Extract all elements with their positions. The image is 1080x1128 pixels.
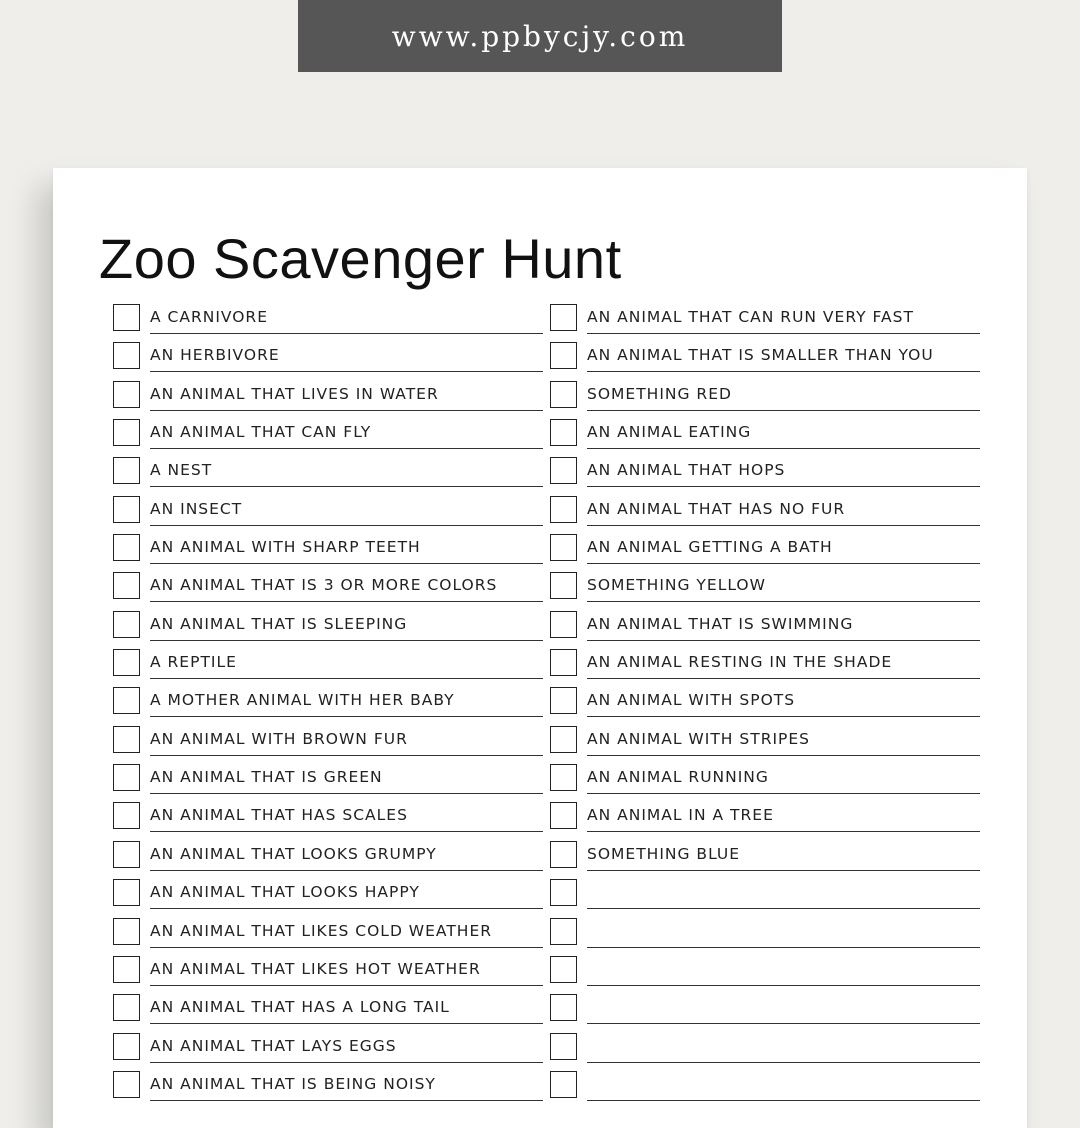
checkbox[interactable] bbox=[113, 726, 140, 753]
write-in-line bbox=[150, 716, 543, 717]
checklist-item-label: A REPTILE bbox=[150, 653, 237, 672]
write-in-line bbox=[150, 640, 543, 641]
checklist-item-label: AN ANIMAL THAT IS BEING NOISY bbox=[150, 1074, 436, 1093]
checklist-item bbox=[550, 340, 980, 378]
write-in-line bbox=[587, 563, 980, 564]
checkbox[interactable] bbox=[113, 802, 140, 829]
write-in-line bbox=[150, 486, 543, 487]
checklist-item bbox=[550, 954, 980, 992]
checklist-item bbox=[113, 954, 543, 992]
checklist-item bbox=[113, 609, 543, 647]
checklist-item bbox=[550, 570, 980, 608]
checklist-item bbox=[550, 685, 980, 723]
checklist-item-label: AN ANIMAL THAT LIKES HOT WEATHER bbox=[150, 959, 481, 978]
write-in-line bbox=[587, 448, 980, 449]
checkbox[interactable] bbox=[113, 419, 140, 446]
checklist-item-label: AN ANIMAL THAT IS SLEEPING bbox=[150, 614, 408, 633]
checklist-item-label: AN ANIMAL THAT LIVES IN WATER bbox=[150, 384, 439, 403]
write-in-line bbox=[150, 371, 543, 372]
write-in-line bbox=[587, 333, 980, 334]
checklist-item-label: AN ANIMAL RESTING IN THE SHADE bbox=[587, 653, 893, 672]
write-in-line bbox=[150, 333, 543, 334]
checklist-item bbox=[550, 417, 980, 455]
checklist-item bbox=[550, 379, 980, 417]
checklist-item bbox=[550, 877, 980, 915]
checklist-item bbox=[113, 839, 543, 877]
checklist-item bbox=[113, 1031, 543, 1069]
write-in-line bbox=[150, 410, 543, 411]
checklist-item-label: AN ANIMAL THAT IS SMALLER THAN YOU bbox=[587, 346, 934, 365]
checkbox[interactable] bbox=[550, 994, 577, 1021]
website-url: www.ppbycjy.com bbox=[391, 19, 689, 53]
write-in-line bbox=[587, 985, 980, 986]
checklist-item-label: AN ANIMAL THAT HOPS bbox=[587, 461, 786, 480]
checkbox[interactable] bbox=[550, 956, 577, 983]
checkbox[interactable] bbox=[550, 726, 577, 753]
checklist-item-label: AN ANIMAL THAT CAN RUN VERY FAST bbox=[587, 308, 914, 326]
checkbox[interactable] bbox=[113, 1033, 140, 1060]
checklist-item-label: AN ANIMAL THAT LIKES COLD WEATHER bbox=[150, 921, 493, 940]
write-in-line bbox=[587, 831, 980, 832]
write-in-line bbox=[150, 831, 543, 832]
checkbox[interactable] bbox=[550, 534, 577, 561]
write-in-line bbox=[150, 678, 543, 679]
checkbox[interactable] bbox=[113, 496, 140, 523]
checkbox[interactable] bbox=[113, 304, 140, 331]
checklist-item bbox=[550, 1031, 980, 1069]
checkbox[interactable] bbox=[550, 572, 577, 599]
checkbox[interactable] bbox=[550, 457, 577, 484]
checklist-item bbox=[550, 762, 980, 800]
checkbox[interactable] bbox=[550, 841, 577, 868]
write-in-line bbox=[587, 1100, 980, 1101]
checkbox[interactable] bbox=[113, 611, 140, 638]
checklist-item-label: AN ANIMAL THAT LAYS EGGS bbox=[150, 1036, 397, 1055]
checkbox[interactable] bbox=[550, 1071, 577, 1098]
checklist-item-label: AN ANIMAL RUNNING bbox=[587, 768, 769, 787]
write-in-line bbox=[150, 563, 543, 564]
checklist-item-label: AN ANIMAL THAT IS GREEN bbox=[150, 768, 383, 787]
write-in-line bbox=[587, 716, 980, 717]
write-in-line bbox=[150, 870, 543, 871]
checklist-item-label: SOMETHING BLUE bbox=[587, 844, 741, 863]
checkbox[interactable] bbox=[550, 879, 577, 906]
checklist-item bbox=[113, 992, 543, 1030]
checklist-item-label: AN ANIMAL THAT HAS A LONG TAIL bbox=[150, 998, 450, 1017]
checklist-item-label: AN ANIMAL THAT IS 3 OR MORE COLORS bbox=[150, 576, 498, 595]
checklist-item-label: A CARNIVORE bbox=[150, 308, 268, 326]
checkbox[interactable] bbox=[113, 956, 140, 983]
write-in-line bbox=[587, 947, 980, 948]
write-in-line bbox=[587, 371, 980, 372]
checkbox[interactable] bbox=[113, 918, 140, 945]
checklist-item-label: AN ANIMAL IN A TREE bbox=[587, 806, 774, 825]
checkbox[interactable] bbox=[113, 764, 140, 791]
checklist-item bbox=[113, 647, 543, 685]
write-in-line bbox=[150, 985, 543, 986]
write-in-line bbox=[587, 1062, 980, 1063]
checklist-item bbox=[113, 302, 543, 340]
checklist-item bbox=[550, 800, 980, 838]
write-in-line bbox=[587, 410, 980, 411]
website-banner bbox=[298, 0, 782, 72]
checklist-right-column bbox=[550, 302, 980, 1107]
checkbox[interactable] bbox=[113, 457, 140, 484]
checklist-item bbox=[550, 302, 980, 340]
checklist-item-label: AN ANIMAL THAT HAS SCALES bbox=[150, 806, 408, 825]
checkbox[interactable] bbox=[113, 841, 140, 868]
write-in-line bbox=[150, 908, 543, 909]
write-in-line bbox=[150, 793, 543, 794]
checklist-item-label: AN ANIMAL WITH BROWN FUR bbox=[150, 729, 408, 748]
checklist-item-label: AN ANIMAL THAT CAN FLY bbox=[150, 423, 372, 442]
checklist-item bbox=[113, 762, 543, 800]
checklist-left-column bbox=[113, 302, 543, 1107]
checkbox[interactable] bbox=[113, 572, 140, 599]
checklist-item bbox=[550, 532, 980, 570]
checkbox[interactable] bbox=[550, 304, 577, 331]
write-in-line bbox=[150, 1023, 543, 1024]
write-in-line bbox=[587, 755, 980, 756]
checkbox[interactable] bbox=[113, 1071, 140, 1098]
write-in-line bbox=[150, 525, 543, 526]
checklist-item bbox=[113, 340, 543, 378]
write-in-line bbox=[150, 448, 543, 449]
checklist-item-label: AN ANIMAL GETTING A BATH bbox=[587, 538, 833, 557]
checklist-item bbox=[113, 877, 543, 915]
printable-sheet bbox=[53, 168, 1027, 1128]
checklist-item-label: AN ANIMAL THAT IS SWIMMING bbox=[587, 614, 854, 633]
checklist-item bbox=[113, 570, 543, 608]
checklist-item bbox=[113, 417, 543, 455]
checklist-item-label: SOMETHING YELLOW bbox=[587, 576, 766, 595]
checklist-item-label: AN INSECT bbox=[150, 499, 243, 518]
checklist-item-label: SOMETHING RED bbox=[587, 384, 732, 403]
checkbox[interactable] bbox=[550, 381, 577, 408]
checklist-item bbox=[113, 800, 543, 838]
checklist-item bbox=[550, 724, 980, 762]
checkbox[interactable] bbox=[113, 381, 140, 408]
write-in-line bbox=[150, 601, 543, 602]
write-in-line bbox=[587, 678, 980, 679]
checklist-item bbox=[113, 724, 543, 762]
checklist-item bbox=[550, 609, 980, 647]
checkbox[interactable] bbox=[113, 342, 140, 369]
write-in-line bbox=[587, 908, 980, 909]
checklist-item bbox=[113, 494, 543, 532]
write-in-line bbox=[587, 525, 980, 526]
checkbox[interactable] bbox=[113, 534, 140, 561]
checklist-item-label: AN ANIMAL THAT HAS NO FUR bbox=[587, 499, 846, 518]
checklist-item bbox=[113, 685, 543, 723]
checklist-item-label: AN ANIMAL THAT LOOKS HAPPY bbox=[150, 883, 420, 902]
checkbox[interactable] bbox=[550, 496, 577, 523]
write-in-line bbox=[150, 755, 543, 756]
checklist-item bbox=[113, 1069, 543, 1107]
write-in-line bbox=[587, 640, 980, 641]
checkbox[interactable] bbox=[550, 918, 577, 945]
checkbox[interactable] bbox=[550, 611, 577, 638]
checkbox[interactable] bbox=[550, 764, 577, 791]
checkbox[interactable] bbox=[550, 1033, 577, 1060]
checklist-item-label: AN HERBIVORE bbox=[150, 346, 280, 365]
checklist-item bbox=[113, 379, 543, 417]
write-in-line bbox=[587, 870, 980, 871]
write-in-line bbox=[150, 1062, 543, 1063]
write-in-line bbox=[587, 793, 980, 794]
checkbox[interactable] bbox=[113, 994, 140, 1021]
checklist-item bbox=[550, 647, 980, 685]
write-in-line bbox=[587, 601, 980, 602]
checklist-item-label: AN ANIMAL WITH SHARP TEETH bbox=[150, 538, 421, 557]
checklist-item bbox=[550, 1069, 980, 1107]
checkbox[interactable] bbox=[550, 342, 577, 369]
write-in-line bbox=[150, 947, 543, 948]
checkbox[interactable] bbox=[113, 649, 140, 676]
checkbox[interactable] bbox=[550, 687, 577, 714]
checklist-item bbox=[113, 916, 543, 954]
checklist-item bbox=[550, 992, 980, 1030]
checklist-item-label: AN ANIMAL THAT LOOKS GRUMPY bbox=[150, 844, 437, 863]
write-in-line bbox=[587, 486, 980, 487]
checklist-item-label: AN ANIMAL EATING bbox=[587, 423, 752, 442]
checklist-item bbox=[113, 532, 543, 570]
checkbox[interactable] bbox=[113, 879, 140, 906]
checklist-item-label: AN ANIMAL WITH STRIPES bbox=[587, 729, 811, 748]
write-in-line bbox=[587, 1023, 980, 1024]
checklist-item bbox=[550, 494, 980, 532]
checkbox[interactable] bbox=[113, 687, 140, 714]
checklist-item-label: A MOTHER ANIMAL WITH HER BABY bbox=[150, 691, 455, 710]
checklist-item bbox=[550, 916, 980, 954]
write-in-line bbox=[150, 1100, 543, 1101]
checkbox[interactable] bbox=[550, 649, 577, 676]
checklist-item bbox=[550, 839, 980, 877]
checklist-item-label: A NEST bbox=[150, 461, 213, 480]
checklist-item-label: AN ANIMAL WITH SPOTS bbox=[587, 691, 796, 710]
checklist-item bbox=[113, 455, 543, 493]
checklist-item bbox=[550, 455, 980, 493]
checkbox[interactable] bbox=[550, 802, 577, 829]
checkbox[interactable] bbox=[550, 419, 577, 446]
page-title: Zoo Scavenger Hunt bbox=[99, 227, 622, 290]
